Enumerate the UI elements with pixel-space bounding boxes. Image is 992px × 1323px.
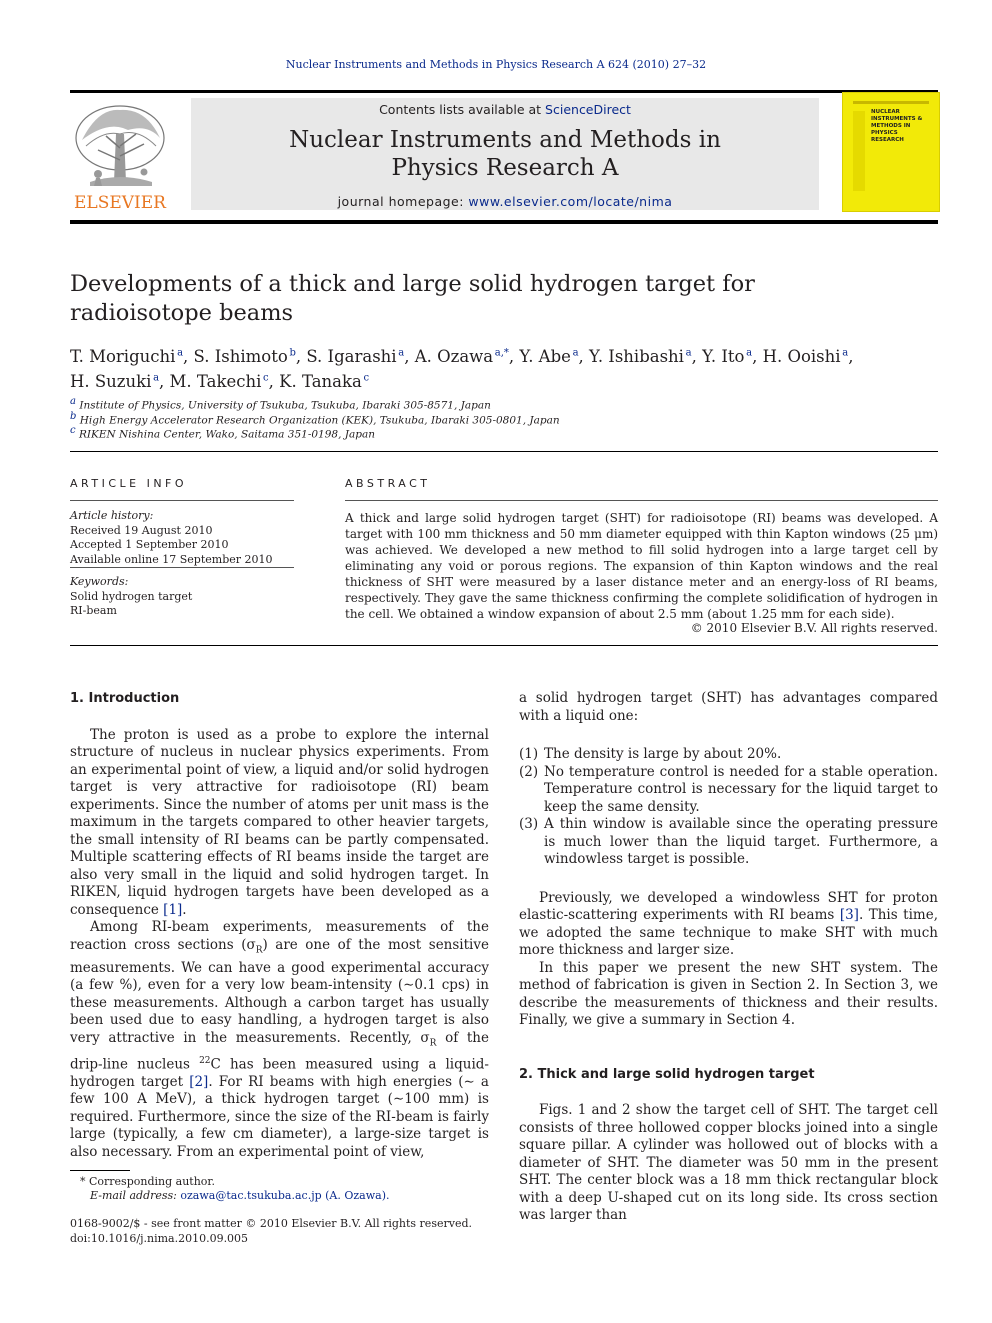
article-history (70, 509, 294, 567)
keyword: Solid hydrogen target (70, 589, 193, 603)
author[interactable]: H. Suzuki $^a$, (70, 372, 170, 391)
sciencedirect-link[interactable]: ScienceDirect (545, 102, 631, 117)
copyright: © 2010 Elsevier B.V. All rights reserved. (690, 621, 938, 635)
journal-title-line1: Nuclear Instruments and Methods in (289, 127, 721, 153)
affiliation: $^a$ Institute of Physics, University of Tsukuba, Tsukuba, Ibaraki 305-8571, Japan (70, 396, 491, 412)
paragraph: a solid hydrogen target (SHT) has advantages compared with a liquid one: (519, 690, 938, 724)
advantages-list (519, 746, 938, 869)
journal-cover-thumbnail[interactable] (842, 92, 940, 212)
section-2-heading: 2. Thick and large solid hydrogen target (519, 1066, 815, 1082)
email-link[interactable]: ozawa@tac.tsukuba.ac.jp (A. Ozawa). (180, 1189, 390, 1202)
info-divider (70, 567, 294, 568)
online-date: Available online 17 September 2010 (70, 552, 273, 566)
article-info-heading: ARTICLE INFO (70, 477, 188, 490)
author[interactable]: T. Moriguchi $^a$, (70, 346, 194, 366)
author[interactable]: S. Igarashi $^a$, (306, 346, 415, 366)
paragraph: Figs. 1 and 2 show the target cell of SHT. The target cell consists of three hollowed copper blocks joined into a single square pillar. A cylinder was hollowed out of blocks with a diameter of SHT. The diameter was 50 mm in the present SHT. The center block was a 18 mm thick rectangular block with a deep U-shaped cut on its long side. Its cross section was larger than (519, 1102, 938, 1223)
keywords-label: Keywords: (70, 575, 129, 588)
received-date: Received 19 August 2010 (70, 523, 213, 537)
abstract-heading: ABSTRACT (345, 477, 431, 490)
journal-title (191, 126, 819, 182)
author[interactable]: A. Ozawa $^{a,*}$, (414, 346, 520, 366)
author[interactable]: Y. Ishibashi $^a$, (589, 346, 703, 366)
paragraph: In this paper we present the new SHT system. The method of fabrication is given in Section 2. In Section 3, we describe the measurements of thickness and their results. Finally, we give a summary in Section 4. (519, 959, 938, 1028)
paragraph: The proton is used as a probe to explore the internal structure of nucleus in nuclear physics experiments. From an experimental point of view, a liquid and/or solid hydrogen target is very attractive for radioisotope (RI) beam experiments. Since the number of atoms per unit mass is the maximum in the targets compared to other heavier targets, the small intensity of RI beams can be partly compensated. Multiple scattering effects of RI beams inside the target are also very small in the liquid and solid hydrogen target. In RIKEN, liquid hydrogen targets have been developed as a consequence [1]. (70, 726, 489, 918)
corresponding-author-note: * Corresponding author. (80, 1175, 215, 1188)
cover-side-band (853, 111, 865, 191)
citation-link[interactable]: [1] (163, 901, 183, 918)
header-top-rule (70, 90, 938, 93)
contents-line (191, 102, 819, 117)
paragraph: Previously, we developed a windowless SHT for proton elastic-scattering experiments with RI beams [3]. This time, we adopted the same technique to make SHT with much more thickness and larger size. (519, 889, 938, 958)
list-item: (2) No temperature control is needed for a stable operation. Temperature control is necessary for the liquid target to keep the same density. (519, 763, 938, 815)
cover-title: NUCLEAR INSTRUMENTS & METHODS IN PHYSICS RESEARCH (871, 109, 923, 143)
citation-link[interactable]: [2] (189, 1073, 209, 1090)
homepage-prefix: journal homepage: (337, 194, 464, 209)
affiliation: $^c$ RIKEN Nishina Center, Wako, Saitama 351-0198, Japan (70, 425, 375, 441)
section-divider (70, 451, 938, 452)
elsevier-wordmark: ELSEVIER (74, 193, 166, 212)
accepted-date: Accepted 1 September 2010 (70, 538, 229, 551)
keywords (70, 575, 294, 619)
author-list (70, 342, 930, 393)
list-item: (3) A thin window is available since the operating pressure is much lower than the liquid target. Furthermore, a windowless target is possible. (519, 816, 938, 867)
left-column (70, 690, 489, 1161)
history-label: Article history: (70, 509, 154, 522)
cover-top-band (853, 101, 929, 104)
header-bottom-rule (70, 220, 938, 224)
abstract-text: A thick and large solid hydrogen target (SHT) for radioisotope (RI) beams was developed. A target with 100 mm thickness and 50 mm diameter equipped with thin Kapton windows (25 μm) was achieved. We developed a new method to fill solid hydrogen into a large target cell by eliminating any void or porous regions. The expansion of thin Kapton windows and the real thickness of SHT were measured by a laser distance meter and an energy-loss of RI beams, respectively. They gave the same thickness confirming the complete solidification of hydrogen in the cell. We obtained a window expansion of about 2.5 mm (about 1.25 mm for each side). (345, 511, 938, 621)
citation-link[interactable]: [3] (839, 907, 859, 923)
elsevier-logo[interactable] (68, 100, 172, 212)
footnote-rule (70, 1170, 130, 1171)
abstract-divider (345, 500, 938, 501)
article-title: Developments of a thick and large solid hydrogen target for radioisotope beams (70, 271, 755, 326)
author[interactable]: M. Takechi $^c$, (169, 372, 280, 391)
section-divider (70, 645, 938, 646)
right-column (519, 690, 938, 1225)
author[interactable]: K. Tanaka $^c$ (279, 372, 370, 391)
journal-title-line2: Physics Research A (391, 155, 619, 181)
author[interactable]: H. Ooishi $^a$, (762, 346, 854, 366)
author[interactable]: Y. Abe $^a$, (519, 346, 590, 366)
author[interactable]: Y. Ito $^a$, (702, 346, 763, 366)
info-divider (70, 500, 294, 501)
list-item: (1) The density is large by about 20%. (519, 746, 782, 762)
section-1-heading: 1. Introduction (70, 691, 180, 706)
issn-line: 0168-9002/$ - see front matter © 2010 Elsevier B.V. All rights reserved. (70, 1217, 472, 1230)
running-head[interactable]: Nuclear Instruments and Methods in Physics Research A 624 (2010) 27–32 (285, 58, 707, 71)
contents-prefix: Contents lists available at (379, 102, 542, 117)
email-note: E-mail address: ozawa@tac.tsukuba.ac.jp (A. Ozawa). (90, 1189, 390, 1202)
journal-homepage (191, 194, 819, 209)
elsevier-tree-icon (68, 100, 172, 212)
keyword: RI-beam (70, 604, 117, 617)
author[interactable]: S. Ishimoto $^b$, (193, 346, 307, 366)
doi-link[interactable]: doi:10.1016/j.nima.2010.09.005 (70, 1232, 249, 1245)
affiliation: $^b$ High Energy Accelerator Research Organization (KEK), Tsukuba, Ibaraki 305-0801, Japan (70, 411, 560, 427)
paragraph: Among RI-beam experiments, measurements of the reaction cross sections $(\sigma_R)$ are one of the most sensitive measurements. We can have a good experimental accuracy (a few %), even for a very low beam-intensity (∼0.1 cps) in these measurements. Although a carbon target has usually been used due to easy handling, a hydrogen target is also very attractive in the measurements. Recently, $\sigma_R$ of the drip-line nucleus $^{22}$C has been measured using a liquid-hydrogen target [2]. For RI beams with high energies (∼ a few 100 A MeV), a thick hydrogen target (∼100 mm) is required. Furthermore, since the size of the RI-beam is fairly large (typically, a few cm diameter), a large-size target is also necessary. From an experimental point of view, (70, 919, 489, 1160)
homepage-link[interactable]: www.elsevier.com/locate/nima (468, 194, 673, 209)
